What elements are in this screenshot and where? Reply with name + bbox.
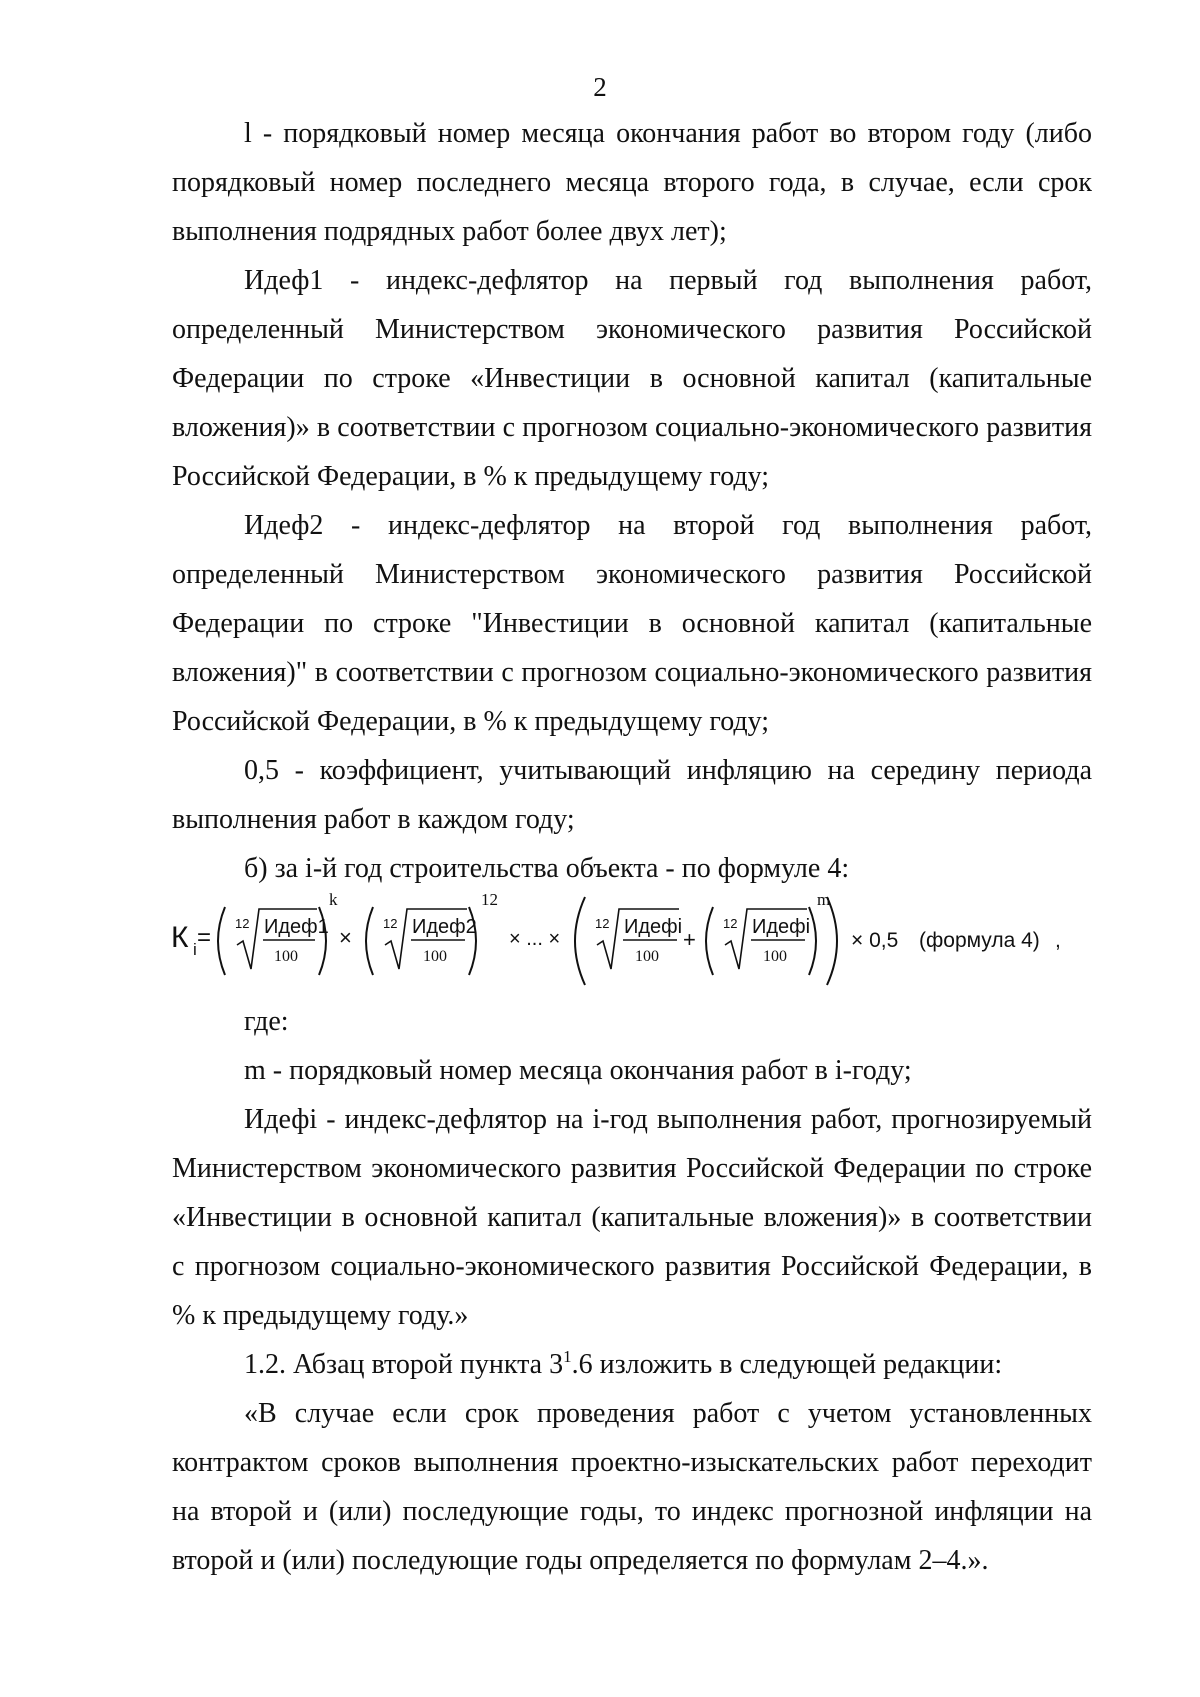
where-label: где: [244,1006,289,1037]
formula-4-graphic [167,893,1087,989]
formula-comma: , [1055,929,1061,952]
term3-numerator: Идефi [624,916,683,938]
term1-numerator: Идеф1 [264,916,329,938]
times-1: × [339,925,352,950]
root-index-3: 12 [595,916,610,931]
formula-4 [167,893,1087,989]
paragraph-quote: «В случае если срок проведения работ с учетом установленных контрактом сроков выполнения проектно-изыскательских работ переходит на второй и (или) последующие годы, то индекс прогнозной инфляции на второй и (или) последующие годы определяется по формулам 2–4.». [172,1398,1092,1576]
amendment-superscript: 1 [563,1347,572,1366]
times-ellipsis: × ... × [509,928,561,950]
formula-lhs: К [171,921,189,954]
root-index-4: 12 [723,916,738,931]
svg-text:=: = [197,924,212,951]
exponent-12: 12 [481,893,498,909]
paragraph-m-definition: m - порядковый номер месяца окончания работ в i-году; [244,1055,912,1086]
left-paren-4 [706,907,713,975]
formula-lhs-sub: i [193,940,197,959]
left-paren-1 [218,907,225,975]
amendment-suffix: .6 изложить в следующей редакции: [571,1349,1003,1380]
paragraph-formula-intro: б) за i-й год строительства объекта - по формуле 4: [244,853,850,884]
paragraph-l-definition: l - порядковый номер месяца окончания работ во втором году (либо порядковый номер последнего месяца второго года, в случае, если срок выполнения подрядных работ более двух лет); [172,118,1092,247]
term4-numerator: Идефi [752,916,811,938]
term1-denominator: 100 [274,948,298,965]
term2-numerator: Идеф2 [412,916,477,938]
formula-label: (формула 4) [919,929,1040,952]
term2-denominator: 100 [423,948,447,965]
plus-sign: + [683,927,696,952]
paragraph-ideflator-2: Идеф2 - индекс-дефлятор на второй год выполнения работ, определенный Министерством экономического развития Российской Федерации по строке "Инвестиции в основной капитал (капитальные вложения)" в соответствии с прогнозом социально-экономического развития Российской Федерации, в % к предыдущему году; [172,510,1092,737]
paragraph-coefficient: 0,5 - коэффициент, учитывающий инфляцию на середину периода выполнения работ в каждом году; [172,755,1092,835]
exponent-m: m [817,893,831,909]
document-body [172,109,1092,1585]
left-paren-2 [366,907,373,975]
paragraph-ideflator-1: Идеф1 - индекс-дефлятор на первый год выполнения работ, определенный Министерством экономического развития Российской Федерации по строке «Инвестиции в основной капитал (капитальные вложения)» в соответствии с прогнозом социально-экономического развития Российской Федерации, в % к предыдущему году; [172,265,1092,492]
page-number: 2 [593,72,607,102]
root-index-2: 12 [383,916,398,931]
right-paren-outer [827,897,837,985]
exponent-k: k [329,893,338,909]
term3-denominator: 100 [635,948,659,965]
term4-denominator: 100 [763,948,787,965]
times-coefficient: × 0,5 [851,929,899,952]
left-paren-outer [575,897,585,985]
paragraph-ideflator-i: Идефi - индекс-дефлятор на i-год выполнения работ, прогнозируемый Министерством экономического развития Российской Федерации по строке «Инвестиции в основной капитал (капитальные вложения)» в соответствии с прогнозом социально-экономического развития Российской Федерации, в % к предыдущему году.» [172,1104,1092,1331]
paragraph-amendment [172,1340,1092,1389]
root-index-1: 12 [235,916,250,931]
amendment-prefix: 1.2. Абзац второй пункта 3 [244,1349,564,1380]
